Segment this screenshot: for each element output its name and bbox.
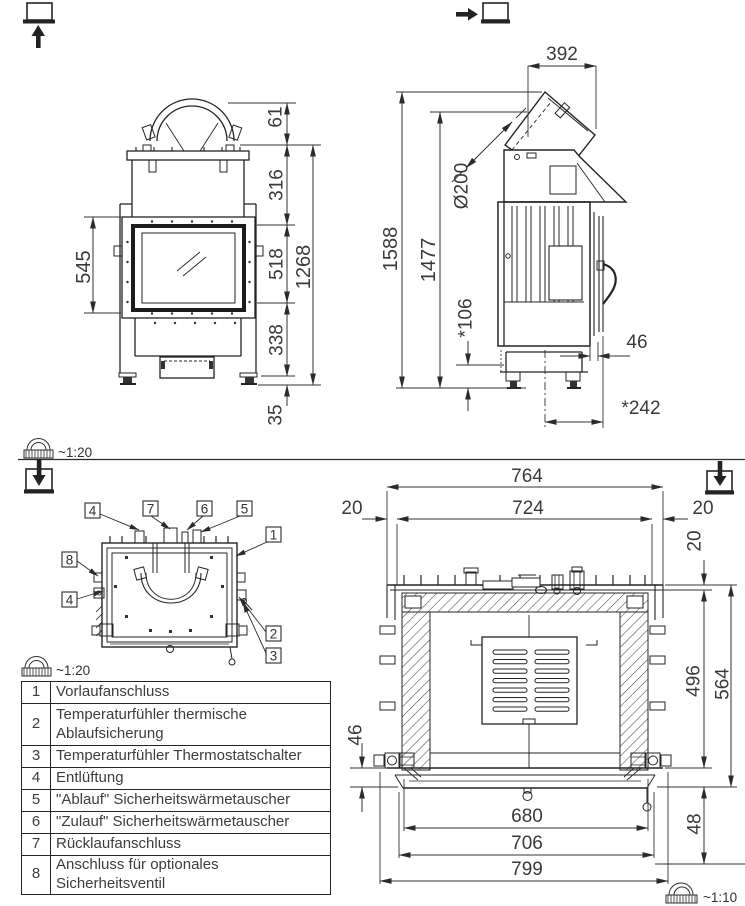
table-row [22,746,331,768]
row-number: 7 [22,834,51,856]
view-symbol-side [456,3,510,22]
callout-8 [62,552,98,576]
dim-lower-body: 338 [266,324,288,356]
callout-6 [187,501,212,530]
row-number: 1 [22,682,51,704]
callout-label: 6 [200,501,209,517]
callout-label: 4 [88,503,97,519]
scale-label: ~1:20 [56,663,91,678]
feet [506,372,581,388]
table-row [22,790,331,812]
dim-total-height: 1588 [380,226,402,272]
callout-1 [236,527,281,556]
callout-7 [143,501,170,529]
down-arrow-icon [718,461,723,477]
dim-inner-depth: 496 [683,665,705,697]
dim-flue-offset: 392 [546,44,578,65]
glass-pane [142,233,235,303]
row-label: Entlüftung [51,768,331,790]
callout-label: 8 [65,552,74,568]
scale-section [666,883,737,905]
ash-drawer [160,357,214,378]
bottom-corner-left [374,753,421,780]
dim-overall-width: 799 [511,859,543,880]
scale-label: ~1:20 [58,445,93,460]
row-label: Anschluss für optionales Sicherheitsventil [51,856,331,895]
table-row [22,682,331,704]
callout-label: 2 [269,626,278,642]
refractory-top [402,593,648,612]
callout-label: 1 [269,527,278,543]
front-view [114,99,263,384]
dim-grate-width: 680 [511,806,543,827]
up-arrow-icon [36,35,41,48]
dim-glass-height: 545 [73,250,95,284]
row-number: 3 [22,746,51,768]
flue-opening [134,543,208,603]
scale-icon [24,439,53,458]
section-view [374,567,671,811]
row-number: 2 [22,704,51,746]
scale-front-side [24,439,92,460]
dim-outer-width: 764 [511,466,543,487]
grate-slots [493,650,569,711]
dim-upper-body: 316 [266,169,288,201]
dim-margin-left: 20 [341,498,363,519]
bolts [114,556,224,633]
view-symbol-section [705,461,734,493]
dim-top-inset: 20 [684,530,706,552]
row-label: Temperaturfühler thermische Ablaufsicherung [51,704,331,746]
row-number: 4 [22,768,51,790]
scale-label: ~1:10 [703,890,738,905]
row-label: Temperaturfühler Thermostatschalter [51,746,331,768]
dim-outer-depth: 564 [712,668,734,700]
dim-rear-offset: 46 [626,332,648,353]
callout-label: 3 [269,648,278,664]
glass-door-frame [133,226,244,310]
dim-flue-collar: 61 [265,106,287,128]
callout-label: 7 [146,501,155,517]
side-view-dimensions [380,44,661,428]
dim-bottom-inset: 48 [684,813,706,835]
row-label: Vorlaufanschluss [51,682,331,704]
row-number: 5 [22,790,51,812]
dim-flue-axis-depth: *242 [621,398,661,419]
door-handle [603,264,616,304]
row-label: "Zulauf" Sicherheitswärmetauscher [51,812,331,834]
dim-front-gap: 46 [345,724,367,746]
table-row [22,768,331,790]
back-grate [471,615,597,768]
view-symbol-plan [24,459,54,492]
view-symbol-front [23,3,55,48]
right-arrow-icon [456,12,469,17]
callout-label: 5 [240,501,249,517]
callout-label: 4 [65,592,74,608]
glass-reflection [177,252,206,276]
refractory-right-wall [620,612,648,770]
dim-base-height: *106 [455,298,477,338]
table-row [22,812,331,834]
row-number: 6 [22,812,51,834]
plan-view [92,528,252,665]
scale-icon [22,657,51,677]
dim-total-height: 1268 [293,244,315,290]
refractory-left-wall [402,612,430,770]
scale-icon [666,883,697,903]
dim-feet-height: 35 [265,404,287,426]
callout-4-top [85,503,139,530]
dim-flue-diameter: Ø200 [451,162,473,210]
dim-inner-width: 724 [512,498,544,519]
dim-door-height: 518 [266,248,288,280]
down-arrow-icon [37,459,42,476]
row-label: Rücklaufanschluss [51,834,331,856]
table-row [22,856,331,895]
scale-plan [22,657,90,679]
table-row [22,834,331,856]
row-number: 8 [22,856,51,895]
side-view [498,92,626,388]
dim-firebox-width: 706 [511,833,543,854]
row-label: "Ablauf" Sicherheitswärmetauscher [51,790,331,812]
legend-table [21,681,331,895]
dim-margin-right: 20 [692,498,714,519]
table-row [22,704,331,746]
hanging-pin [643,803,651,811]
dim-body-height: 1477 [418,237,440,283]
